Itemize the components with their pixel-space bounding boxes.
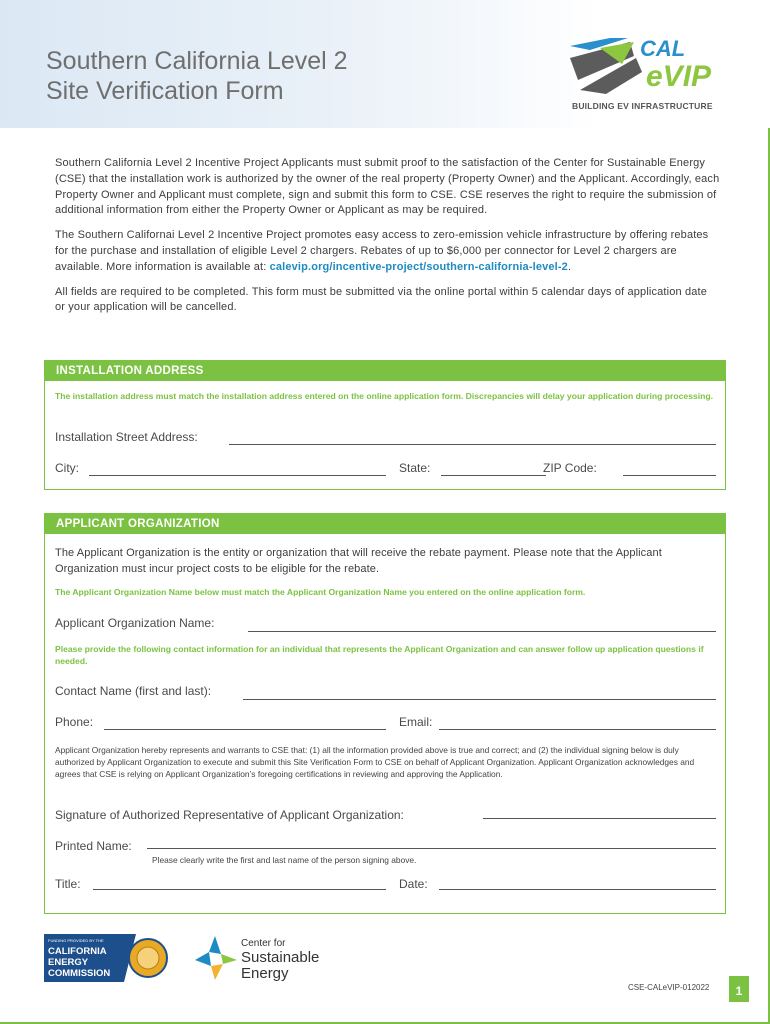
installation-address-section [44,360,726,490]
cec-line-3: COMMISSION [48,968,111,979]
california-energy-commission-logo [44,934,169,982]
intro-paragraph-2 [55,228,720,275]
installation-address-note: The installation address must match the installation address entered on the online application form. Discrepancies will delay your application during processing. [55,391,714,401]
printed-name-field[interactable] [147,848,716,849]
contact-info-note: Please provide the following contact information for an individual that represents the Applicant Organization and can answer follow up application questions if needed. [55,644,704,666]
email-label: Email: [399,715,433,729]
org-name-field[interactable] [248,631,716,632]
cec-line-2: ENERGY [48,957,89,968]
cse-line-1: Center for [241,938,286,949]
logo-evip-text: eVIP [646,60,712,93]
program-link[interactable]: calevip.org/incentive-project/southern-california-level-2 [269,260,568,273]
title-label: Title: [55,877,81,891]
contact-name-field[interactable] [243,699,716,700]
date-label: Date: [399,877,428,891]
logo-cal-text: CAL [640,36,686,61]
email-field[interactable] [439,729,716,730]
signature-label: Signature of Authorized Representative of Applicant Organization: [55,808,404,822]
form-code: CSE-CALeVIP-012022 [628,983,710,992]
cec-funded-text: FUNDING PROVIDED BY THE [48,938,104,943]
cec-line-1: CALIFORNIA [48,946,107,957]
page-number: 1 [729,976,749,1002]
cse-line-3: Energy [241,965,289,982]
org-name-note: The Applicant Organization Name below must match the Applicant Organization Name you entered on the online application form. [55,587,586,597]
cse-line-2: Sustainable [241,949,320,966]
installation-address-heading: INSTALLATION ADDRESS [45,361,725,381]
date-field[interactable] [439,889,716,890]
page-title [46,46,348,106]
center-for-sustainable-energy-logo [193,934,333,982]
printed-name-hint: Please clearly write the first and last name of the person signing above. [152,855,417,865]
city-label: City: [55,461,79,475]
applicant-organization-section [44,513,726,914]
intro-paragraph-2-end: . [567,260,572,273]
logo-tagline: BUILDING EV INFRASTRUCTURE [572,101,713,111]
city-field[interactable] [89,475,386,476]
street-address-label: Installation Street Address: [55,430,198,444]
intro-paragraph-2-text: The Southern Californai Level 2 Incentive Project promotes easy access to zero-emission vehicle infrastructure by offering rebates for the purchase and installation of eligible Level 2 chargers. Rebates of up to $6,000 per connector for Level 2 chargers are available. More information is available at: [55,229,709,273]
title-line-2: Site Verification Form [46,77,284,105]
phone-field[interactable] [104,729,386,730]
printed-name-label: Printed Name: [55,839,132,853]
state-field[interactable] [441,475,546,476]
org-name-label: Applicant Organization Name: [55,616,215,630]
state-label: State: [399,461,431,475]
title-field[interactable] [93,889,386,890]
zip-code-label: ZIP Code: [543,461,597,475]
contact-name-label: Contact Name (first and last): [55,684,212,698]
applicant-organization-description: The Applicant Organization is the entity or organization that will receive the rebate payment. Please note that the Applicant Organization must incur project costs to be eligible for the rebate. [55,547,662,575]
street-address-field[interactable] [229,444,716,445]
warranty-statement: Applicant Organization hereby represents and warrants to CSE that: (1) all the information provided above is true and correct; and (2) the individual signing below is duly authorized by Applicant Organization to execute and submit this Site Verification Form to CSE on behalf of Applicant Organization. Applicant Organization acknowledges and agrees that CSE is relying on Applicant Organization’s foregoing certifications in reviewing and approving the Application. [55,745,695,780]
intro-paragraph-1: Southern California Level 2 Incentive Project Applicants must submit proof to the satisfaction of the Center for Sustainable Energy (CSE) that the installation work is authorized by the owner of the real property (Property Owner) and the Applicant. Accordingly, each Property Owner and Applicant must complete, sign and submit this form to CSE. CSE reserves the right to require the submission of additional information from either the Property Owner or Applicant as may be required. [55,157,720,217]
intro-paragraph-3: All fields are required to be completed. This form must be submitted via the online portal within 5 calendar days of application date or your application will be cancelled. [55,285,707,314]
title-line-1: Southern California Level 2 [46,47,348,75]
signature-field[interactable] [483,818,716,819]
intro-text [55,156,720,325]
applicant-organization-heading: APPLICANT ORGANIZATION [45,514,725,534]
phone-label: Phone: [55,715,94,729]
zip-code-field[interactable] [623,475,716,476]
